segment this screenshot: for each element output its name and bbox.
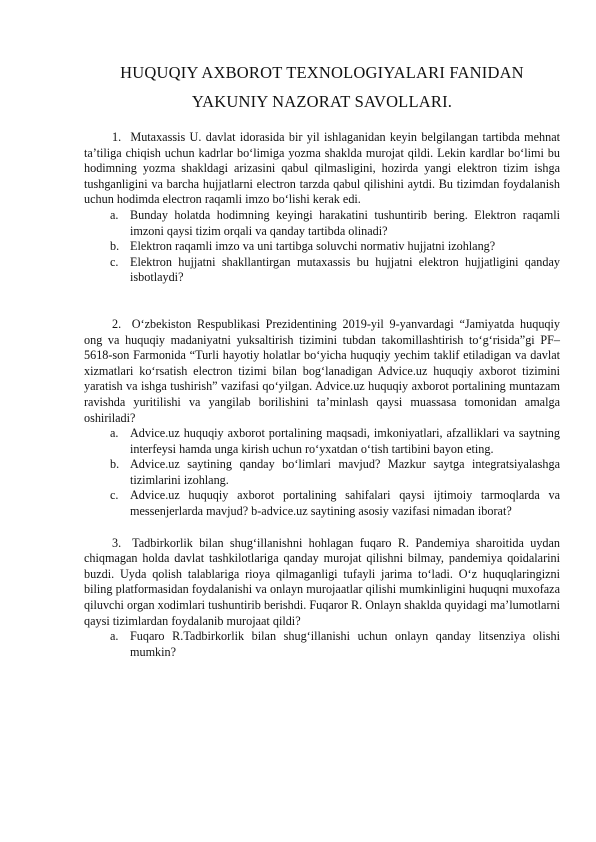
sub-question-letter: a.: [110, 629, 119, 644]
sub-question: [84, 239, 560, 255]
sub-question: [84, 255, 560, 286]
sub-question-text: Advice.uz saytining qanday bo‘limlari mavjud? Mazkur saytga integratsiyalashga tizimlarini izohlang.: [130, 457, 560, 487]
sub-question-text: Advice.uz huquqiy axborot portalining maqsadi, imkoniyatlari, afzalliklari va saytning interfeysi hamda unga kirish uchun ro‘yxatdan o‘tish tartibini bayon eting.: [130, 426, 560, 456]
question-body: O‘zbekiston Respublikasi Prezidentining 2019-yil 9-yanvardagi “Jamiyatda huquqiy ong va huquqiy madaniyatni yuksaltirish tizimini tubdan takomillashtirish to‘g‘risida”gi PF–5618-son Farmonida “Turli hayotiy holatlar bo‘yicha huquqiy yechim taklif etiladigan va davlat xizmatlari ko‘rsatish electron tizimi bilan bog‘lanadigan Advice.uz huquqiy axborot tizimini yaratish va ishga tushirish” vazifasi qo‘yilgan. Advice.uz huquqiy axborot portalining muntazam ravishda yuritilishi va yangilab borilishini ta’minlash qaysi muassasa tomonidan amalga oshiriladi?: [84, 316, 560, 425]
sub-question-letter: a.: [110, 207, 119, 222]
sub-question-letter: c.: [110, 254, 119, 269]
title-line-1: HUQUQIY AXBOROT TEXNOLOGIYALARI FANIDAN: [120, 63, 524, 82]
sub-question-list: [84, 426, 560, 520]
question-body: Mutaxassis U. davlat idorasida bir yil ishlaganidan keyin belgilangan tartibda mehnat ta’tiliga chiqish uchun kadrlar bo‘limiga yozma shaklda murojat qildi. Lekin kardlar bo‘limi bu hodimning yozma shakldagi arizasini qabul qilmasligini, hozirda yangi elektron tizim ishga tushganligini va barcha hujjatlarni electron tarzda qabul qilishini aytdi. Bu tizimdan foydalanish uchun hodimda electron raqamli imzo bo‘lishi kerak edi.: [84, 130, 560, 207]
question-text: [84, 317, 560, 426]
sub-question: [84, 208, 560, 239]
sub-question: [84, 457, 560, 488]
question-1: [84, 130, 560, 286]
sub-question-list: [84, 208, 560, 286]
sub-question-list: [84, 629, 560, 660]
sub-question: [84, 488, 560, 519]
question-text: [84, 130, 560, 208]
question-number: 3.: [112, 535, 122, 550]
title-line-2: YAKUNIY NAZORAT SAVOLLARI.: [191, 92, 453, 111]
sub-question-letter: b.: [110, 457, 120, 472]
sub-question-text: Fuqaro R.Tadbirkorlik bilan shug‘illanishi uchun onlayn qanday litsenziya olishi mumkin?: [130, 629, 560, 659]
question-body: Tadbirkorlik bilan shug‘illanishni hohlagan fuqaro R. Pandemiya sharoitida uydan chiqmagan holda davlat tashkilotlariga qanday murojat qilishni bilmay, pandemiya qoidalarini buzdi. Uyda qolish talablariga rioya qilmaganligi tufayli jarima to‘ladi. O‘z huquqlaringizni biling platformasidan foydalanishi va onlayn murojaatlar qilishi mumkinligini huquqni muxofaza qiluvchi organ xodimlari tushuntirib berishdi. Fuqaror R. Onlayn shaklda quyidagi ma’lumotlarni qaysi tizimlardan foydalanib murojaat qildi?: [84, 535, 561, 628]
sub-question: [84, 426, 560, 457]
sub-question: [84, 629, 560, 660]
page-title: [84, 58, 560, 116]
question-text: [84, 536, 560, 630]
question-3: [84, 536, 560, 661]
sub-question-text: Bunday holatda hodimning keyingi harakatini tushuntirib bering. Elektron raqamli imzoni qaysi tizim orqali va qanday tartibda olinadi?: [130, 207, 560, 238]
sub-question-letter: c.: [110, 488, 119, 503]
sub-question-letter: b.: [110, 239, 120, 254]
sub-question-text: Elektron hujjatni shakllantirgan mutaxassis bu hujjatni elektron hujjatligini qanday isbotlaydi?: [130, 254, 560, 285]
sub-question-text: Advice.uz huquqiy axborot portalining sahifalari qaysi ijtimoiy tarmoqlarda va messenjerlarda mavjud? b-advice.uz saytining asosiy vazifasi nimadan iborat?: [130, 488, 560, 519]
question-number: 2.: [112, 316, 122, 331]
question-2: [84, 317, 560, 520]
sub-question-letter: a.: [110, 426, 119, 441]
sub-question-text: Elektron raqamli imzo va uni tartibga soluvchi normativ hujjatni izohlang?: [130, 239, 496, 254]
spacer: [84, 520, 560, 536]
spacer: [84, 286, 560, 317]
question-number: 1.: [112, 130, 122, 144]
